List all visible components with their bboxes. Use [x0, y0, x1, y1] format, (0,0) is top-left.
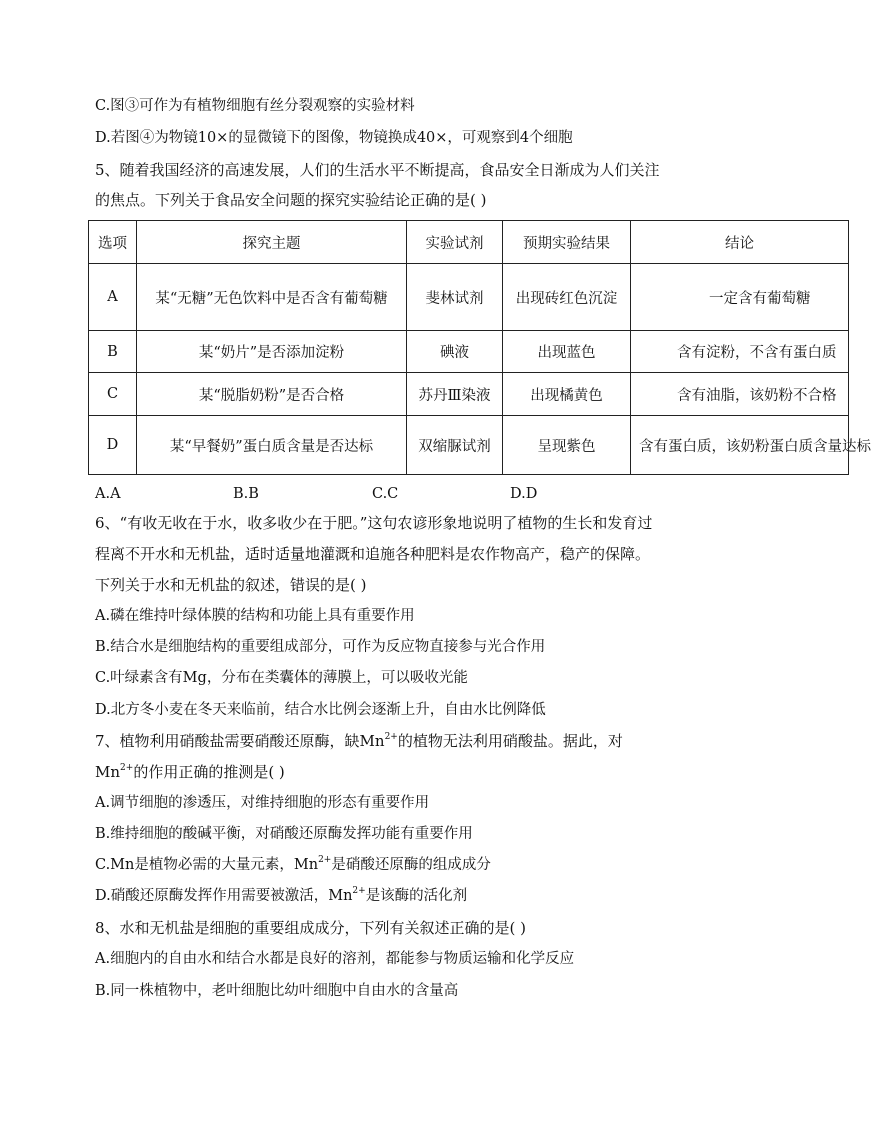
q7-option-d: [95, 886, 467, 906]
q7-option-b: B.维持细胞的酸碱平衡，对硝酸还原酶发挥功能有重要作用: [95, 826, 473, 842]
q7-text: 的作用正确的推测是( ): [133, 763, 285, 781]
q6-option-c: C.叶绿素含有Mg，分布在类囊体的薄膜上，可以吸收光能: [95, 670, 468, 686]
q7-text: 7、植物利用硝酸盐需要硝酸还原酶，缺Mn: [95, 732, 385, 750]
cell-option: B: [89, 331, 137, 373]
table-row: [89, 416, 849, 475]
q6-option-b: B.结合水是细胞结构的重要组成部分，可作为反应物直接参与光合作用: [95, 639, 546, 655]
q6-stem-line1: 6、“有收无收在于水，收多收少在于肥。”这句农谚形象地说明了植物的生长和发育过: [95, 514, 653, 532]
q7-option-c: [95, 855, 491, 875]
q6-option-d: D.北方冬小麦在冬天来临前，结合水比例会逐渐上升，自由水比例降低: [95, 702, 546, 718]
cell-reagent: 双缩脲试剂: [407, 416, 503, 475]
cell-topic: 某“无糖”无色饮料中是否含有葡萄糖: [137, 264, 407, 331]
q7-stem-line1: [95, 731, 623, 751]
q7-text: C.Mn是植物必需的大量元素，Mn: [95, 857, 319, 873]
cell-option: A: [89, 264, 137, 331]
q6-stem-line2: 程离不开水和无机盐，适时适量地灌溉和追施各种肥料是农作物高产，稳产的保障。: [95, 545, 651, 563]
header-reagent: 实验试剂: [407, 221, 503, 264]
q7-stem-line2: [95, 762, 285, 782]
superscript: 2+: [352, 886, 366, 897]
q7-option-a: A.调节细胞的渗透压，对维持细胞的形态有重要作用: [95, 795, 430, 811]
superscript: 2+: [120, 763, 134, 773]
cell-result: 呈现紫色: [503, 416, 631, 475]
q5-stem-line2: 的焦点。下列关于食品安全问题的探究实验结论正确的是( ): [95, 191, 487, 209]
q4-option-c: C.图③可作为有植物细胞有丝分裂观察的实验材料: [95, 98, 415, 114]
header-conclusion: 结论: [631, 221, 849, 264]
cell-topic: 某“脱脂奶粉”是否合格: [137, 373, 407, 416]
cell-conclusion: 含有蛋白质，该奶粉蛋白质含量达标: [631, 416, 849, 475]
q5-answer-b: B.B: [233, 486, 259, 502]
superscript: 2+: [318, 855, 332, 866]
q6-stem-line3: 下列关于水和无机盐的叙述，错误的是( ): [95, 576, 367, 594]
header-option: 选项: [89, 221, 137, 264]
q7-text: 的植物无法利用硝酸盐。据此，对: [397, 732, 623, 750]
header-topic: 探究主题: [137, 221, 407, 264]
cell-topic: 某“奶片”是否添加淀粉: [137, 331, 407, 373]
superscript: 2+: [384, 732, 398, 742]
header-expected-result: 预期实验结果: [503, 221, 631, 264]
cell-reagent: 苏丹Ⅲ染液: [407, 373, 503, 416]
q4-option-d: D.若图④为物镜10×的显微镜下的图像，物镜换成40×，可观察到4个细胞: [95, 130, 573, 146]
q7-text: 是硝酸还原酶的组成成分: [331, 857, 491, 873]
table-row: [89, 331, 849, 373]
cell-topic: 某“早餐奶”蛋白质含量是否达标: [137, 416, 407, 475]
cell-result: 出现砖红色沉淀: [503, 264, 631, 331]
q7-text: D.硝酸还原酶发挥作用需要被激活，Mn: [95, 888, 353, 904]
q8-option-b: B.同一株植物中，老叶细胞比幼叶细胞中自由水的含量高: [95, 983, 459, 999]
table-row: [89, 264, 849, 331]
q5-stem-line1: 5、随着我国经济的高速发展，人们的生活水平不断提高，食品安全日渐成为人们关注: [95, 161, 660, 179]
cell-reagent: 斐林试剂: [407, 264, 503, 331]
cell-result: 出现蓝色: [503, 331, 631, 373]
q5-answer-d: D.D: [510, 486, 538, 502]
cell-conclusion: 一定含有葡萄糖: [631, 264, 849, 331]
q5-answer-a: A.A: [95, 486, 121, 502]
q8-option-a: A.细胞内的自由水和结合水都是良好的溶剂，都能参与物质运输和化学反应: [95, 951, 575, 967]
cell-conclusion: 含有淀粉，不含有蛋白质: [631, 331, 849, 373]
cell-option: D: [89, 416, 137, 475]
table-row: [89, 373, 849, 416]
cell-reagent: 碘液: [407, 331, 503, 373]
q5-answer-c: C.C: [372, 486, 399, 502]
cell-option: C: [89, 373, 137, 416]
q5-table: [88, 220, 871, 485]
table-header-row: [89, 221, 849, 264]
q8-stem: 8、水和无机盐是细胞的重要组成成分，下列有关叙述正确的是( ): [95, 919, 527, 937]
q7-text: 是该酶的活化剂: [365, 888, 468, 904]
q6-option-a: A.磷在维持叶绿体膜的结构和功能上具有重要作用: [95, 608, 415, 624]
cell-result: 出现橘黄色: [503, 373, 631, 416]
cell-conclusion: 含有油脂，该奶粉不合格: [631, 373, 849, 416]
q7-text: Mn: [95, 763, 121, 781]
